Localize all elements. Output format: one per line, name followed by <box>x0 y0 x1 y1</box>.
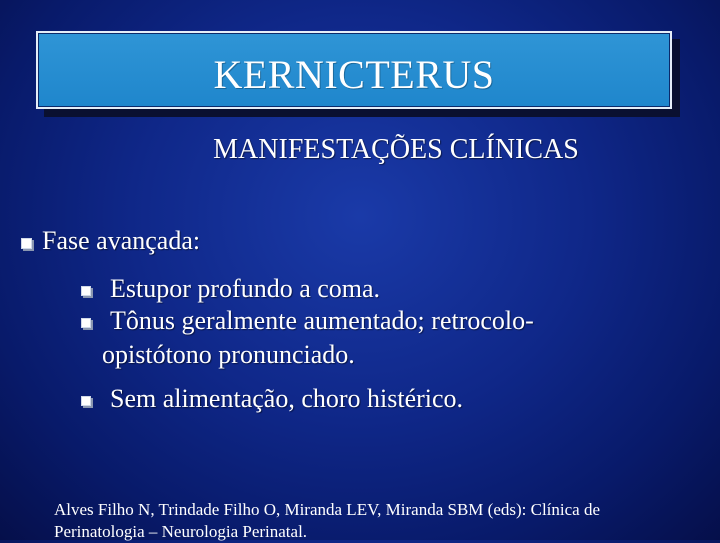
bullet-icon <box>81 286 91 296</box>
sub-bullet-3: Sem alimentação, choro histérico. <box>110 384 464 413</box>
sub-bullet-2-continuation: opistótono pronunciado. <box>102 340 355 369</box>
sub-bullet-1: Estupor profundo a coma. <box>110 274 381 303</box>
main-bullet-text: Fase avançada: <box>42 226 201 255</box>
slide-title: KERNICTERUS <box>213 52 495 97</box>
reference-citation: Alves Filho N, Trindade Filho O, Miranda LEV, Miranda SBM (eds): Clínica de Perinatologia – Neurologia Perinatal. <box>54 500 601 541</box>
sub-bullet-2: Tônus geralmente aumentado; retrocolo- <box>110 306 534 335</box>
title-box <box>36 31 672 109</box>
bullet-icon <box>81 318 91 328</box>
slide-subtitle: MANIFESTAÇÕES CLÍNICAS <box>213 134 579 165</box>
bullet-icon <box>21 238 32 249</box>
bullet-icon <box>81 396 91 406</box>
